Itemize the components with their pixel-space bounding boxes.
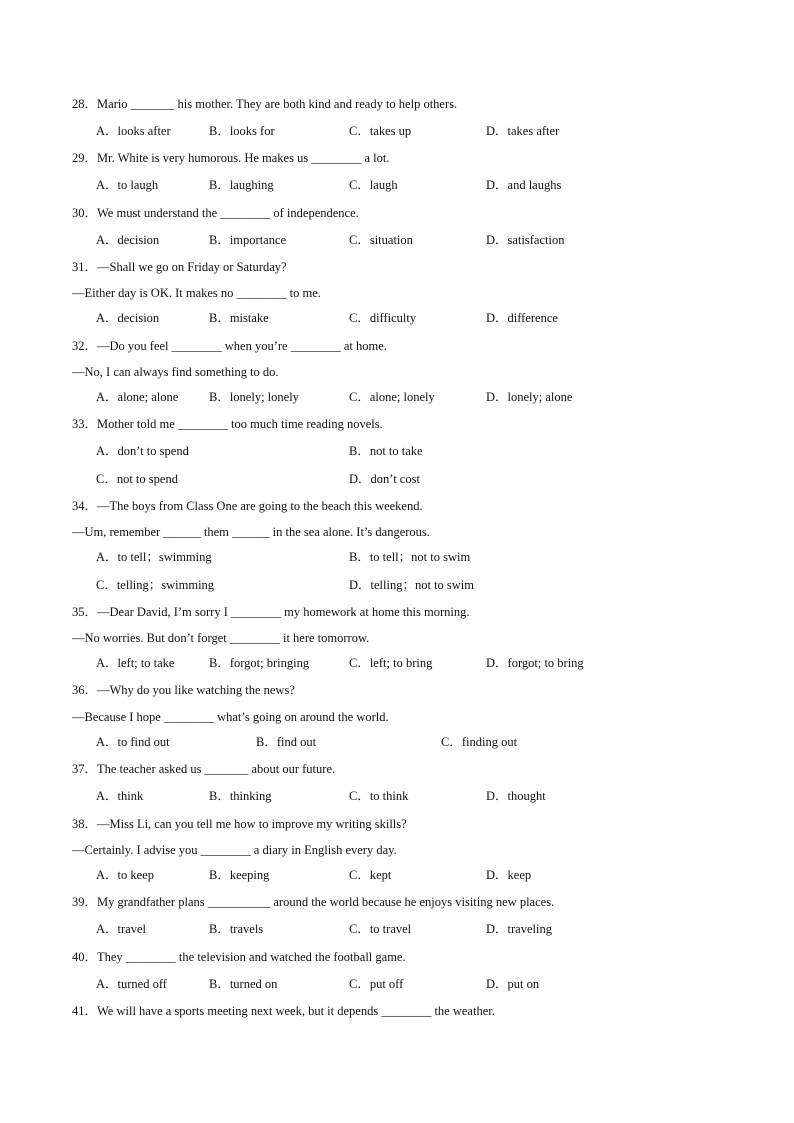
question-38-option-b: B．keeping [209,868,270,882]
question-38-option-a: A．to keep [96,868,154,882]
question-41-stem: 41．We will have a sports meeting next week, but it depends ________ the weather. [72,1004,495,1018]
question-33-option-d: D．don’t cost [349,472,420,486]
question-31-option-a: A．decision [96,311,160,325]
question-28-option-b: B．looks for [209,124,275,138]
question-30-stem: 30．We must understand the ________ of independence. [72,206,359,220]
question-38-stem-reply: —Certainly. I advise you ________ a diary in English every day. [72,843,397,857]
question-40-option-c: C．put off [349,977,404,991]
question-39-stem: 39．My grandfather plans __________ around the world because he enjoys visiting new places. [72,895,555,909]
question-32-option-d: D．lonely; alone [486,390,573,404]
question-32-stem: 32．—Do you feel ________ when you’re ________ at home. [72,339,387,353]
question-38-option-d: D．keep [486,868,532,882]
question-29-option-c: C．laugh [349,178,398,192]
question-39-option-d: D．traveling [486,922,552,936]
question-28-stem: 28．Mario _______ his mother. They are both kind and ready to help others. [72,97,458,111]
question-36-option-c: C．finding out [441,735,518,749]
question-37-option-d: D．thought [486,789,546,803]
question-39-option-a: A．travel [96,922,146,936]
question-39-option-c: C．to travel [349,922,412,936]
question-33-option-a: A．don’t to spend [96,444,189,458]
question-36-stem-reply: —Because I hope ________ what’s going on around the world. [72,710,389,724]
question-30-option-d: D．satisfaction [486,233,565,247]
question-34-option-c: C．telling；swimming [96,578,215,592]
question-36-stem: 36．—Why do you like watching the news? [72,683,295,697]
question-28-option-d: D．takes after [486,124,560,138]
question-36-option-a: A．to find out [96,735,170,749]
question-34-option-a: A．to tell；swimming [96,550,212,564]
question-30-option-b: B．importance [209,233,287,247]
question-33-option-b: B．not to take [349,444,423,458]
question-40-option-b: B．turned on [209,977,278,991]
question-29-option-b: B．laughing [209,178,274,192]
question-38-option-c: C．kept [349,868,392,882]
question-37-option-c: C．to think [349,789,409,803]
question-34-stem-reply: —Um, remember ______ them ______ in the sea alone. It’s dangerous. [72,525,430,539]
question-30-option-a: A．decision [96,233,160,247]
question-32-stem-reply: —No, I can always find something to do. [72,365,279,379]
question-31-option-d: D．difference [486,311,558,325]
question-29-stem: 29．Mr. White is very humorous. He makes us ________ a lot. [72,151,390,165]
question-34-option-d: D．telling；not to swim [349,578,475,592]
question-32-option-a: A．alone; alone [96,390,179,404]
question-30-option-c: C．situation [349,233,413,247]
question-36-option-b: B．find out [256,735,317,749]
question-34-stem: 34．—The boys from Class One are going to the beach this weekend. [72,499,423,513]
question-31-option-c: C．difficulty [349,311,417,325]
question-29-option-a: A．to laugh [96,178,159,192]
question-35-option-a: A．left; to take [96,656,175,670]
question-38-stem: 38．—Miss Li, can you tell me how to improve my writing skills? [72,817,407,831]
question-35-option-b: B．forgot; bringing [209,656,310,670]
question-31-stem: 31．—Shall we go on Friday or Saturday? [72,260,287,274]
question-31-option-b: B．mistake [209,311,269,325]
question-35-option-d: D．forgot; to bring [486,656,584,670]
question-33-option-c: C．not to spend [96,472,178,486]
question-37-option-b: B．thinking [209,789,272,803]
question-40-stem: 40．They ________ the television and watched the football game. [72,950,406,964]
question-35-stem: 35．—Dear David, I’m sorry I ________ my homework at home this morning. [72,605,470,619]
question-28-option-c: C．takes up [349,124,412,138]
question-28-option-a: A．looks after [96,124,171,138]
question-37-option-a: A．think [96,789,144,803]
question-35-option-c: C．left; to bring [349,656,433,670]
question-31-stem-reply: —Either day is OK. It makes no ________ to me. [72,286,321,300]
question-33-stem: 33．Mother told me ________ too much time reading novels. [72,417,383,431]
question-34-option-b: B．to tell；not to swim [349,550,471,564]
question-29-option-d: D．and laughs [486,178,562,192]
question-40-option-a: A．turned off [96,977,167,991]
question-39-option-b: B．travels [209,922,264,936]
question-32-option-c: C．alone; lonely [349,390,435,404]
question-37-stem: 37．The teacher asked us _______ about our future. [72,762,336,776]
question-40-option-d: D．put on [486,977,540,991]
question-35-stem-reply: —No worries. But don’t forget ________ it here tomorrow. [72,631,370,645]
question-32-option-b: B．lonely; lonely [209,390,299,404]
